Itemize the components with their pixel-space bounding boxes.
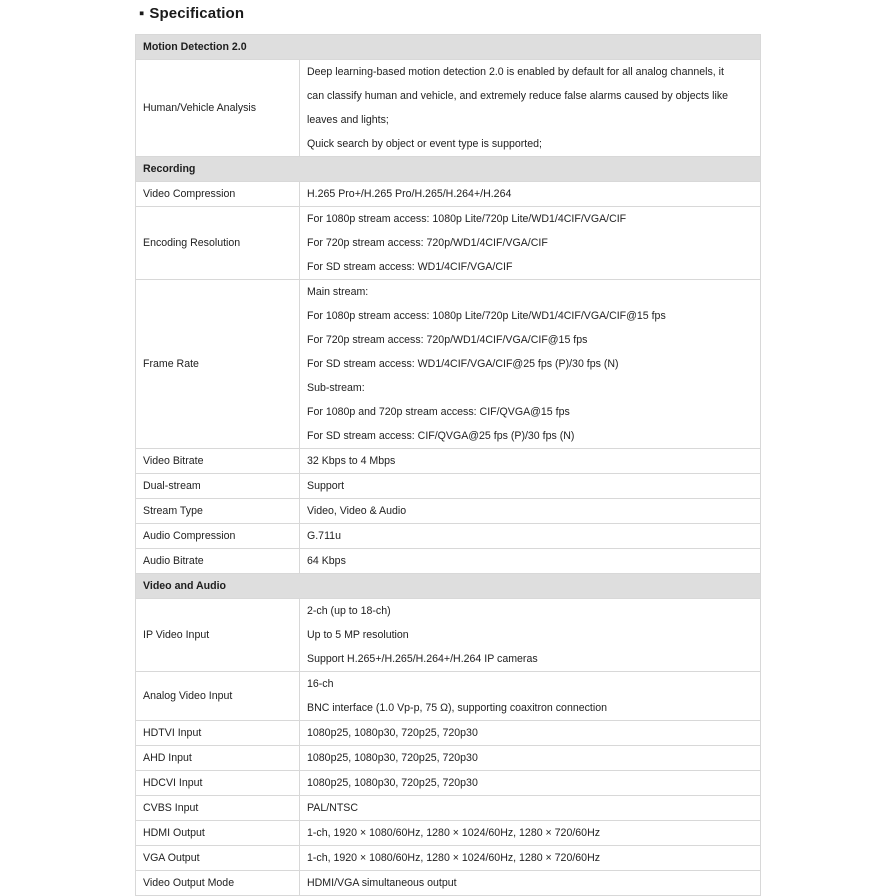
spec-label: CVBS Input [136,796,300,821]
spec-value-line: 64 Kbps [307,555,346,567]
spec-value-line: Video, Video & Audio [307,505,407,517]
spec-value [300,207,761,280]
spec-table [135,34,761,896]
spec-label: Frame Rate [136,280,300,449]
spec-row-ip-video-input [136,599,761,672]
spec-row-ahd-input [136,746,761,771]
spec-value-line: G.711u [307,530,341,542]
spec-value-line: 1080p25, 1080p30, 720p25, 720p30 [307,777,478,789]
spec-label: Dual-stream [136,474,300,499]
spec-label: VGA Output [136,846,300,871]
spec-label: HDCVI Input [136,771,300,796]
section-title: Video and Audio [136,574,761,599]
spec-label: Human/Vehicle Analysis [136,60,300,157]
spec-value [300,672,761,721]
spec-label: AHD Input [136,746,300,771]
spec-value [300,821,761,846]
spec-value [300,280,761,449]
section-title: Motion Detection 2.0 [136,35,761,60]
spec-value-line: 1080p25, 1080p30, 720p25, 720p30 [307,727,478,739]
spec-value-line: BNC interface (1.0 Vp-p, 75 Ω), supporting coaxitron connection [307,702,607,714]
spec-value [300,60,761,157]
spec-value [300,746,761,771]
heading-bullet-icon: ▪ [139,5,145,22]
spec-label: Video Output Mode [136,871,300,896]
spec-value [300,846,761,871]
spec-value [300,474,761,499]
spec-row-hdtvi-input [136,721,761,746]
spec-value-line: For 1080p and 720p stream access: CIF/QVGA@15 fps [307,406,570,418]
spec-row-cvbs-input [136,796,761,821]
spec-value-line: For SD stream access: WD1/4CIF/VGA/CIF@25 fps (P)/30 fps (N) [307,358,619,370]
spec-value-line: Deep learning-based motion detection 2.0 is enabled by default for all analog channels, it [307,66,724,78]
spec-value-line: H.265 Pro+/H.265 Pro/H.265/H.264+/H.264 [307,188,512,200]
spec-value-line: 1080p25, 1080p30, 720p25, 720p30 [307,752,478,764]
spec-value [300,771,761,796]
spec-row-stream-type [136,499,761,524]
spec-row-frame-rate [136,280,761,449]
spec-value-line: 1-ch, 1920 × 1080/60Hz, 1280 × 1024/60Hz, 1280 × 720/60Hz [307,827,601,839]
spec-row-audio-bitrate [136,549,761,574]
spec-value [300,524,761,549]
spec-value-line: For SD stream access: CIF/QVGA@25 fps (P)/30 fps (N) [307,430,575,442]
heading-title: Specification [149,5,245,22]
spec-row-vga-output [136,846,761,871]
spec-row-video-bitrate [136,449,761,474]
spec-row-hdcvi-input [136,771,761,796]
spec-row-analog-video-input [136,672,761,721]
section-title: Recording [136,157,761,182]
spec-value-line: 32 Kbps to 4 Mbps [307,455,396,467]
spec-value [300,449,761,474]
spec-row-dual-stream [136,474,761,499]
spec-value-line: For 720p stream access: 720p/WD1/4CIF/VGA/CIF@15 fps [307,334,588,346]
spec-value [300,721,761,746]
spec-value-line: 1-ch, 1920 × 1080/60Hz, 1280 × 1024/60Hz, 1280 × 720/60Hz [307,852,601,864]
spec-value [300,182,761,207]
spec-value [300,499,761,524]
spec-value [300,871,761,896]
spec-label: HDMI Output [136,821,300,846]
spec-value-line: Support [307,480,345,492]
spec-label: Audio Compression [136,524,300,549]
spec-label: Video Compression [136,182,300,207]
spec-value-line: leaves and lights; [307,114,389,126]
spec-value-line: Support H.265+/H.265/H.264+/H.264 IP cameras [307,653,538,665]
spec-label: Audio Bitrate [136,549,300,574]
spec-value-line: For 1080p stream access: 1080p Lite/720p Lite/WD1/4CIF/VGA/CIF@15 fps [307,310,666,322]
spec-label: Analog Video Input [136,672,300,721]
section-header-recording [136,157,761,182]
spec-value [300,796,761,821]
spec-value-line: Quick search by object or event type is supported; [307,138,542,150]
spec-table-body [136,35,761,896]
spec-value [300,549,761,574]
spec-value-line: For SD stream access: WD1/4CIF/VGA/CIF [307,261,513,273]
spec-row-encoding-resolution [136,207,761,280]
spec-value-line: PAL/NTSC [307,802,359,814]
spec-value-line: Main stream: [307,286,369,298]
spec-value-line: can classify human and vehicle, and extremely reduce false alarms caused by objects like [307,90,729,102]
section-header-video-and-audio [136,574,761,599]
spec-row-audio-compression [136,524,761,549]
spec-value-line: 16-ch [307,678,334,690]
spec-row-human-vehicle-analysis [136,60,761,157]
spec-label: HDTVI Input [136,721,300,746]
spec-value-line: Sub-stream: [307,382,365,394]
spec-heading [139,5,244,22]
spec-row-video-output-mode [136,871,761,896]
spec-label: Stream Type [136,499,300,524]
spec-row-hdmi-output [136,821,761,846]
spec-label: Encoding Resolution [136,207,300,280]
spec-label: Video Bitrate [136,449,300,474]
spec-value-line: 2-ch (up to 18-ch) [307,605,391,617]
spec-row-video-compression [136,182,761,207]
spec-value [300,599,761,672]
spec-value-line: For 720p stream access: 720p/WD1/4CIF/VGA/CIF [307,237,548,249]
section-header-motion-detection-2-0 [136,35,761,60]
spec-label: IP Video Input [136,599,300,672]
spec-value-line: For 1080p stream access: 1080p Lite/720p Lite/WD1/4CIF/VGA/CIF [307,213,627,225]
spec-value-line: HDMI/VGA simultaneous output [307,877,457,889]
spec-value-line: Up to 5 MP resolution [307,629,409,641]
